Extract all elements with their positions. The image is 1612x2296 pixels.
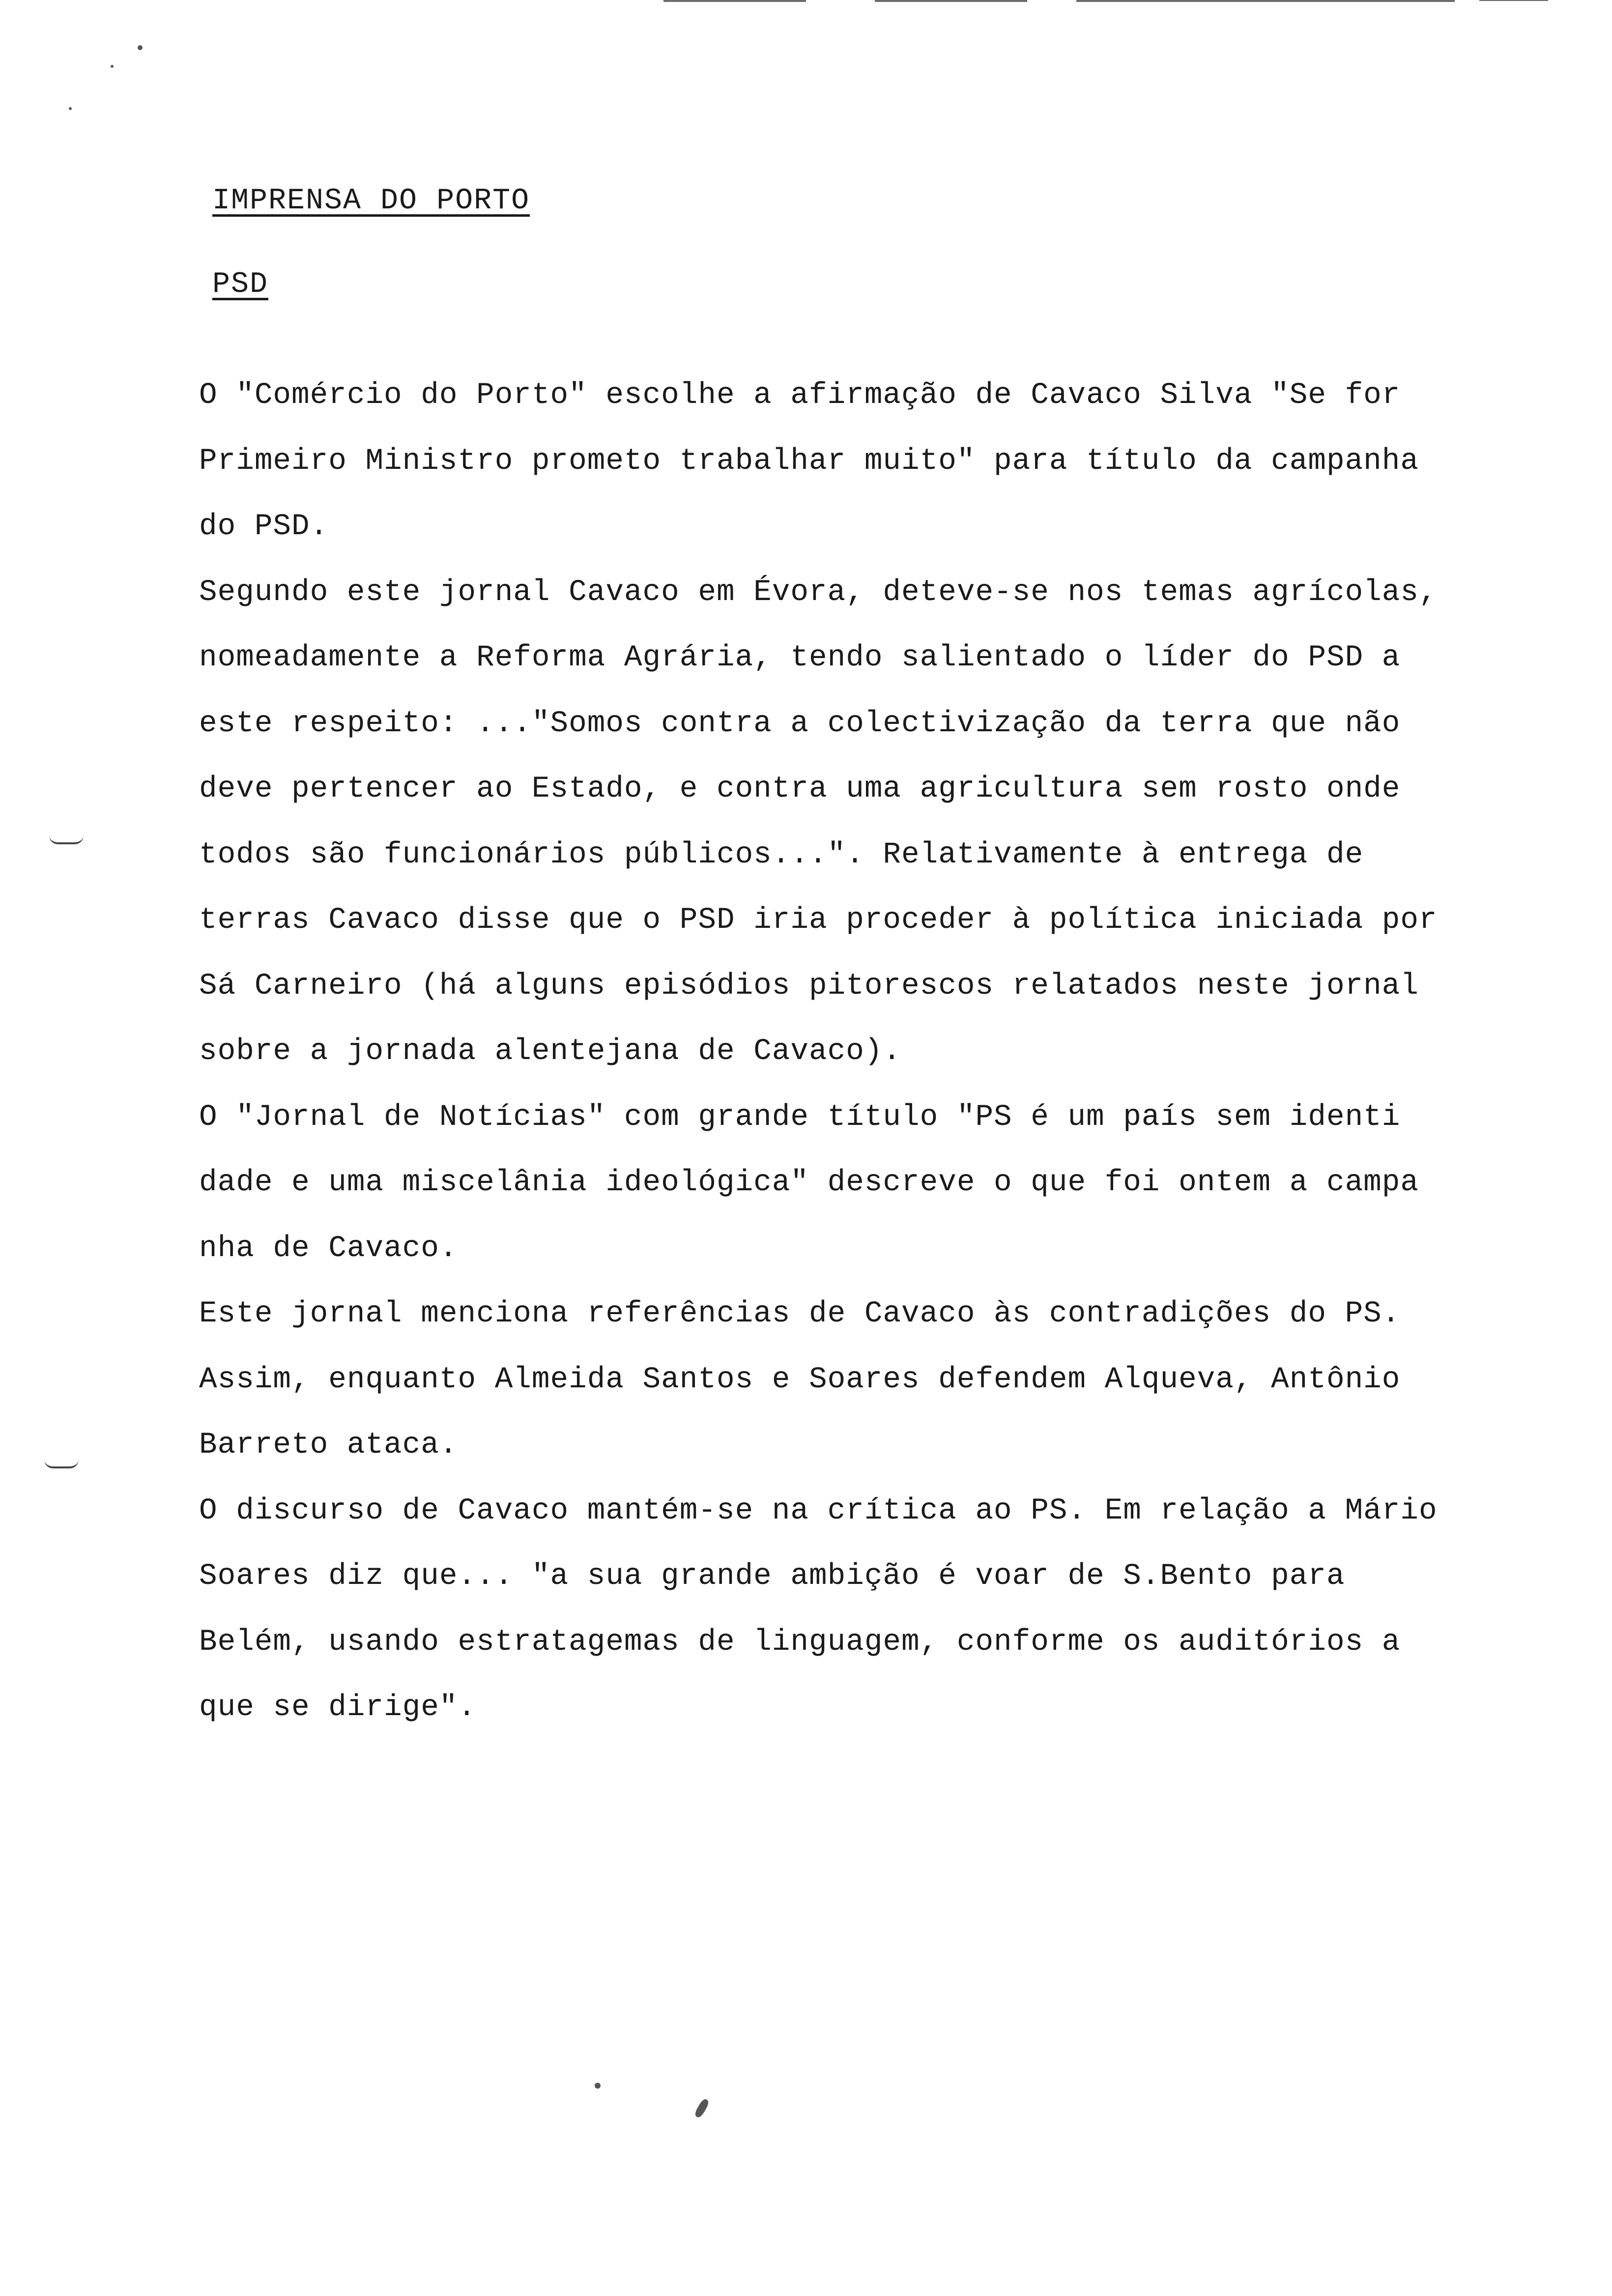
text-line: Segundo este jornal Cavaco em Évora, deteve-se nos temas agrícolas, [199, 575, 1438, 609]
scan-speck [595, 2083, 601, 2089]
scan-speck [69, 107, 72, 110]
margin-mark [49, 835, 84, 844]
text-line: que se dirige". [199, 1691, 477, 1724]
scan-speck [111, 65, 114, 68]
scan-rule-top [1479, 0, 1548, 1]
text-line: Soares diz que... "a sua grande ambição é voar de S.Bento para [199, 1559, 1345, 1593]
text-line: O "Jornal de Notícias" com grande título "PS é um país sem identi [199, 1100, 1401, 1134]
scan-speck [693, 2098, 710, 2119]
text-line: nomeadamente a Reforma Agrária, tendo salientado o líder do PSD a [199, 641, 1401, 675]
text-line: Este jornal menciona referências de Cavaco às contradições do PS. [199, 1297, 1401, 1331]
scan-rule-top [1076, 0, 1455, 2]
text-line: Belém, usando estratagemas de linguagem, conforme os auditórios a [199, 1625, 1401, 1659]
text-line: sobre a jornada alentejana de Cavaco). [199, 1034, 902, 1068]
scan-speck [138, 45, 143, 50]
text-line: Primeiro Ministro prometo trabalhar muito" para título da campanha [199, 444, 1419, 478]
scan-rule-top [663, 0, 806, 2]
section-subheading: PSD [212, 268, 269, 301]
text-line: todos são funcionários públicos...". Relativamente à entrega de [199, 837, 1364, 872]
text-line: deve pertencer ao Estado, e contra uma agricultura sem rosto onde [199, 772, 1401, 806]
text-line: O discurso de Cavaco mantém-se na crítica ao PS. Em relação a Mário [199, 1493, 1438, 1528]
margin-mark [44, 1460, 79, 1468]
text-line: Sá Carneiro (há alguns episódios pitorescos relatados neste jornal [199, 969, 1419, 1003]
text-line: este respeito: ..."Somos contra a colectivização da terra que não [199, 706, 1401, 741]
text-line: Barreto ataca. [199, 1428, 458, 1462]
text-line: O "Comércio do Porto" escolhe a afirmação de Cavaco Silva "Se for [199, 378, 1401, 412]
text-line: do PSD. [199, 510, 329, 544]
document-body [199, 363, 1546, 1741]
text-line: terras Cavaco disse que o PSD iria proceder à política iniciada por [199, 903, 1438, 937]
document-heading: IMPRENSA DO PORTO [212, 184, 530, 218]
text-line: nha de Cavaco. [199, 1231, 458, 1265]
text-line: Assim, enquanto Almeida Santos e Soares defendem Alqueva, Antônio [199, 1362, 1401, 1397]
scan-rule-top [875, 0, 1027, 2]
text-line: dade e uma miscelânia ideológica" descreve o que foi ontem a campa [199, 1166, 1419, 1200]
